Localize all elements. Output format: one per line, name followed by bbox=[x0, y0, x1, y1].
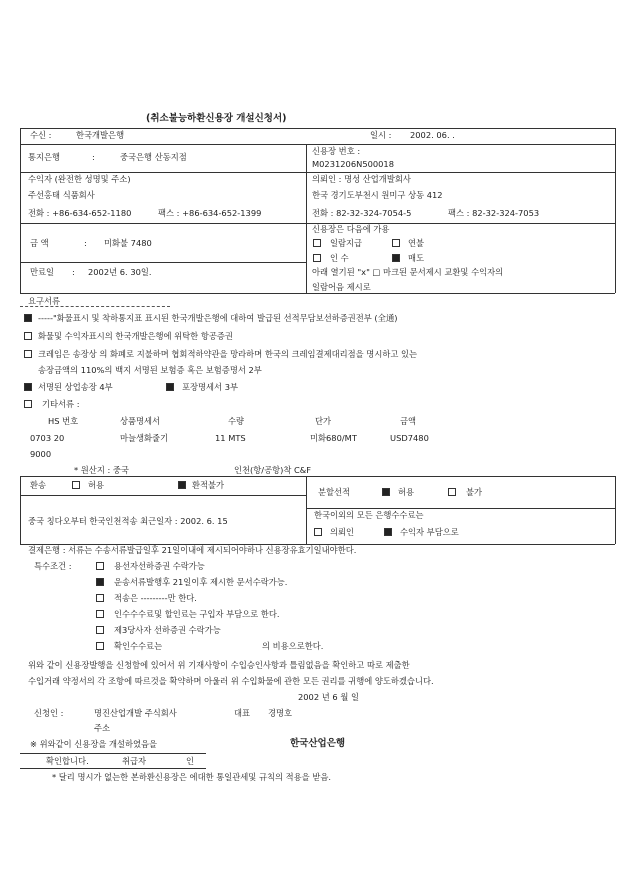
applicant-label: 의뢰인 : 명성 산업개발회사 bbox=[312, 174, 411, 184]
col-line bbox=[306, 476, 307, 544]
partial-prohibited-checkbox[interactable] bbox=[448, 488, 456, 496]
row-line bbox=[20, 753, 206, 754]
issued-handler: 취급자 bbox=[122, 756, 147, 766]
special-c6: 확인수수료는 bbox=[114, 641, 163, 651]
goods-price: 미화680/MT bbox=[310, 433, 357, 443]
doc3-text-a: 크레임은 송장상 의 화폐로 지불하며 협회적하약관을 망라하며 한국의 크레임결제대리점을 명시하고 있는 bbox=[38, 349, 418, 359]
origin: * 원산지 : 중국 bbox=[74, 465, 129, 475]
notifying-bank-value: 중국은행 산동지점 bbox=[120, 152, 187, 162]
goods-hs-cont: 9000 bbox=[30, 449, 52, 459]
negotiation-label: 매도 bbox=[408, 253, 425, 263]
sight-checkbox[interactable] bbox=[313, 239, 321, 247]
applicant-phone: 전화 : 82-32-324-7054-5 bbox=[312, 208, 412, 218]
frame-right-line bbox=[615, 128, 616, 293]
charges-applicant: 의뢰인 bbox=[330, 527, 355, 537]
goods-header-amount: 금액 bbox=[400, 416, 417, 426]
beneficiary-phone: 전화 : +86-634-652-1180 bbox=[28, 208, 132, 218]
col-line bbox=[615, 476, 616, 544]
partial-allowed: 허용 bbox=[398, 487, 415, 497]
amount-value: 미화불 7480 bbox=[104, 238, 152, 248]
doc2-text: 화물및 수익자표시의 한국개발은행에 위탁한 항공증권 bbox=[38, 331, 233, 341]
negotiation-checkbox[interactable] bbox=[392, 254, 400, 262]
issued-line1: ※ 위와같이 신용장을 개설하였음을 bbox=[30, 739, 158, 749]
row-line bbox=[20, 495, 306, 496]
special-c4: 인수수수료및 할인료는 구입자 부담으로 한다. bbox=[114, 609, 280, 619]
beneficiary-name: 주선홍태 식품회사 bbox=[28, 190, 95, 200]
notifying-bank-label: 통지은행 bbox=[28, 152, 61, 162]
row-line bbox=[20, 262, 306, 263]
docs-header: 요구서류 bbox=[28, 296, 61, 306]
special-c1: 용선자선하증권 수락가능 bbox=[114, 561, 205, 571]
special-c6-checkbox[interactable] bbox=[96, 642, 104, 650]
marked-note-line2: 일람어음 제시로 bbox=[312, 282, 371, 292]
issued-line2: 확인합니다. bbox=[46, 756, 89, 766]
issuing-bank: 한국산업은행 bbox=[290, 738, 346, 749]
recipient-label: 수신 : bbox=[30, 130, 52, 140]
special-c2: 운송서류발행후 21일이후 제시한 문서수락가능. bbox=[114, 577, 288, 587]
special-c3-checkbox[interactable] bbox=[96, 594, 104, 602]
goods-header-price: 단가 bbox=[315, 416, 332, 426]
applicant-fax: 팩스 : 82-32-324-7053 bbox=[448, 208, 540, 218]
credit-no-value: M0231206N500018 bbox=[312, 159, 394, 169]
deferred-checkbox[interactable] bbox=[392, 239, 400, 247]
col-line bbox=[20, 476, 21, 544]
doc1-checkbox[interactable] bbox=[24, 314, 32, 322]
applicant-sign-company: 명진산업개발 주식회사 bbox=[94, 708, 177, 718]
amount-colon: : bbox=[84, 238, 87, 248]
special-c6-cost: 의 비용으로한다. bbox=[262, 641, 324, 651]
partial-label: 분할선적 bbox=[318, 487, 351, 497]
footer-note: * 달리 명시가 없는한 본하환신용장은 에대한 통일관세및 규칙의 적용을 받음. bbox=[52, 772, 331, 782]
availability-title: 신용장은 다음에 가용 bbox=[312, 224, 390, 234]
doc4b-checkbox[interactable] bbox=[166, 383, 174, 391]
acceptance-checkbox[interactable] bbox=[313, 254, 321, 262]
declaration-line2: 수입거래 약정서의 각 조항에 따르것을 확약하며 아울러 위 수입화물에 관한 모든 권리를 귀행에 양도하겠습니다. bbox=[28, 676, 434, 686]
expiry-value: 2002년 6. 30일. bbox=[88, 267, 152, 277]
doc4-checkbox[interactable] bbox=[24, 383, 32, 391]
partial-allowed-checkbox[interactable] bbox=[382, 488, 390, 496]
goods-amount: USD7480 bbox=[390, 433, 429, 443]
row-line bbox=[20, 172, 615, 173]
frame-top-line bbox=[20, 128, 615, 129]
beneficiary-label: 수익자 (완전한 성명및 주소) bbox=[28, 174, 131, 184]
special-c4-checkbox[interactable] bbox=[96, 610, 104, 618]
declaration-date: 2002 년 6 월 일 bbox=[298, 692, 359, 702]
row-line bbox=[20, 293, 615, 294]
special-c2-checkbox[interactable] bbox=[96, 578, 104, 586]
date-value: 2002. 06. . bbox=[410, 130, 455, 140]
charges-beneficiary-checkbox[interactable] bbox=[384, 528, 392, 536]
acceptance-label: 인 수 bbox=[330, 253, 349, 263]
transship-label: 환송 bbox=[30, 480, 47, 490]
issued-seal: 인 bbox=[186, 756, 195, 766]
frame-mid-line bbox=[306, 144, 307, 293]
charges-beneficiary: 수익자 부담으로 bbox=[400, 527, 459, 537]
settlement-text: 결제은행 : 서류는 수송서류발급일후 21일이내에 제시되어야하나 신용장유효기일내야한다. bbox=[28, 545, 357, 555]
doc3-checkbox[interactable] bbox=[24, 350, 32, 358]
goods-header-hs: HS 번호 bbox=[48, 416, 79, 426]
goods-header-desc: 상품명세서 bbox=[120, 416, 161, 426]
applicant-sign-rep-label: 대표 bbox=[234, 708, 251, 718]
transship-allowed: 허용 bbox=[88, 480, 105, 490]
applicant-sign-rep: 경명호 bbox=[268, 708, 293, 718]
goods-hs: 0703 20 bbox=[30, 433, 65, 443]
special-c3: 적송은 ---------만 한다. bbox=[114, 593, 197, 603]
doc5-text: 기타서류 : bbox=[42, 399, 80, 409]
charges-title: 한국이외의 모든 은행수수료는 bbox=[314, 510, 424, 520]
notifying-bank-colon: : bbox=[92, 152, 95, 162]
shipment-text: 중국 칭다오부터 한국인천적송 최근일자 : 2002. 6. 15 bbox=[28, 516, 228, 526]
special-c5-checkbox[interactable] bbox=[96, 626, 104, 634]
applicant-address: 한국 경기도부천시 원미구 상동 412 bbox=[312, 190, 443, 200]
transship-prohibited-checkbox[interactable] bbox=[178, 481, 186, 489]
partial-prohibited: 불가 bbox=[466, 487, 483, 497]
delivery-terms: 인천(항/공항)착 C&F bbox=[234, 465, 312, 475]
transship-prohibited: 환적불가 bbox=[192, 480, 225, 490]
charges-applicant-checkbox[interactable] bbox=[314, 528, 322, 536]
goods-qty: 11 MTS bbox=[215, 433, 246, 443]
amount-label: 금 액 bbox=[30, 238, 49, 248]
deferred-label: 연불 bbox=[408, 238, 425, 248]
docs-underline bbox=[20, 306, 170, 308]
credit-no-label: 신용장 번호 : bbox=[312, 146, 361, 156]
goods-header-qty: 수량 bbox=[228, 416, 245, 426]
doc4-text-b: 포장명세서 3부 bbox=[182, 382, 239, 392]
row-line bbox=[20, 144, 615, 145]
document-title: (취소불능하환신용장 개설신청서) bbox=[146, 113, 287, 124]
doc4-text-a: 서명된 상업송장 4부 bbox=[38, 382, 113, 392]
doc1-text: -----"화물표시 및 착하통지표 표시된 한국개발은행에 대하여 발급된 선적무담보선하증권전부 (全通) bbox=[38, 313, 398, 323]
marked-note-line1: 아래 열기된 "x" □ 마크된 문서제시 교환및 수익자의 bbox=[312, 267, 504, 277]
doc3-text-b: 송장금액의 110%의 백지 서명된 보험증 혹은 보험증명서 2부 bbox=[38, 365, 262, 375]
expiry-label: 만료일 bbox=[30, 267, 55, 277]
transship-allowed-checkbox[interactable] bbox=[72, 481, 80, 489]
row-line bbox=[20, 768, 206, 769]
applicant-sign-address-label: 주소 bbox=[94, 723, 111, 733]
expiry-colon: : bbox=[72, 267, 75, 277]
row-line bbox=[20, 476, 615, 477]
row-line bbox=[306, 508, 615, 509]
doc5-checkbox[interactable] bbox=[24, 400, 32, 408]
declaration-line1: 위와 같이 신용장발행을 신청함에 있어서 위 기재사항이 수입승인사항과 틀림없음을 확인하고 따로 제출한 bbox=[28, 660, 410, 670]
beneficiary-fax: 팩스 : +86-634-652-1399 bbox=[158, 208, 262, 218]
special-label: 특수조건 : bbox=[34, 561, 72, 571]
date-label: 일시 : bbox=[370, 130, 392, 140]
recipient-value: 한국개발은행 bbox=[76, 130, 125, 140]
applicant-sign-label: 신청인 : bbox=[34, 708, 64, 718]
sight-label: 일람지급 bbox=[330, 238, 363, 248]
special-c1-checkbox[interactable] bbox=[96, 562, 104, 570]
frame-left-line bbox=[20, 128, 21, 293]
doc2-checkbox[interactable] bbox=[24, 332, 32, 340]
goods-desc: 마늘생화줄기 bbox=[120, 433, 169, 443]
special-c5: 제3당사자 선하증권 수락가능 bbox=[114, 625, 221, 635]
